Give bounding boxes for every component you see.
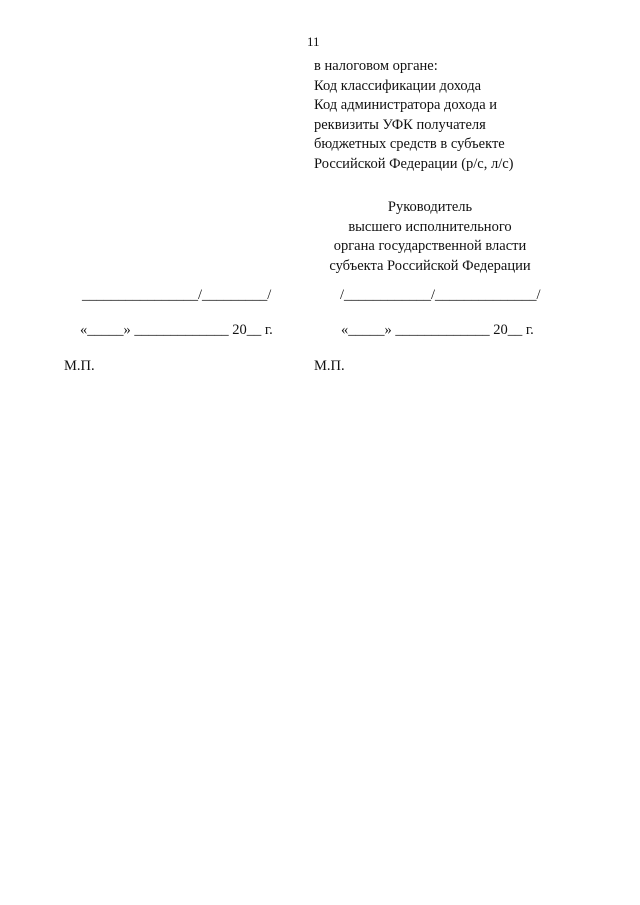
left-date-line: «_____» _____________ 20__ г. [80, 322, 273, 338]
signer-title-line: органа государственной власти [333, 238, 527, 254]
right-signature-line: /____________/______________/ [340, 287, 541, 303]
page-number: 11 [307, 34, 320, 49]
right-date-line: «_____» _____________ 20__ г. [341, 322, 534, 338]
requisites-line: Российской Федерации (р/с, л/с) [314, 155, 514, 172]
requisites-block [314, 57, 514, 174]
left-signature-line: ________________/_________/ [82, 287, 272, 303]
signer-title-line: высшего исполнительного [348, 218, 512, 235]
requisites-line: бюджетных средств в субъекте [314, 136, 505, 152]
requisites-line: Код администратора дохода и [314, 97, 498, 113]
signer-title-line: Руководитель [387, 199, 473, 215]
signer-title [300, 198, 560, 276]
requisites-line: в налоговом органе: [314, 58, 438, 74]
signer-title-line: субъекта Российской Федерации [329, 257, 531, 274]
right-stamp-label: М.П. [314, 358, 345, 374]
left-stamp-label: М.П. [64, 358, 95, 374]
requisites-line: реквизиты УФК получателя [314, 116, 486, 133]
requisites-line: Код классификации дохода [314, 77, 482, 94]
